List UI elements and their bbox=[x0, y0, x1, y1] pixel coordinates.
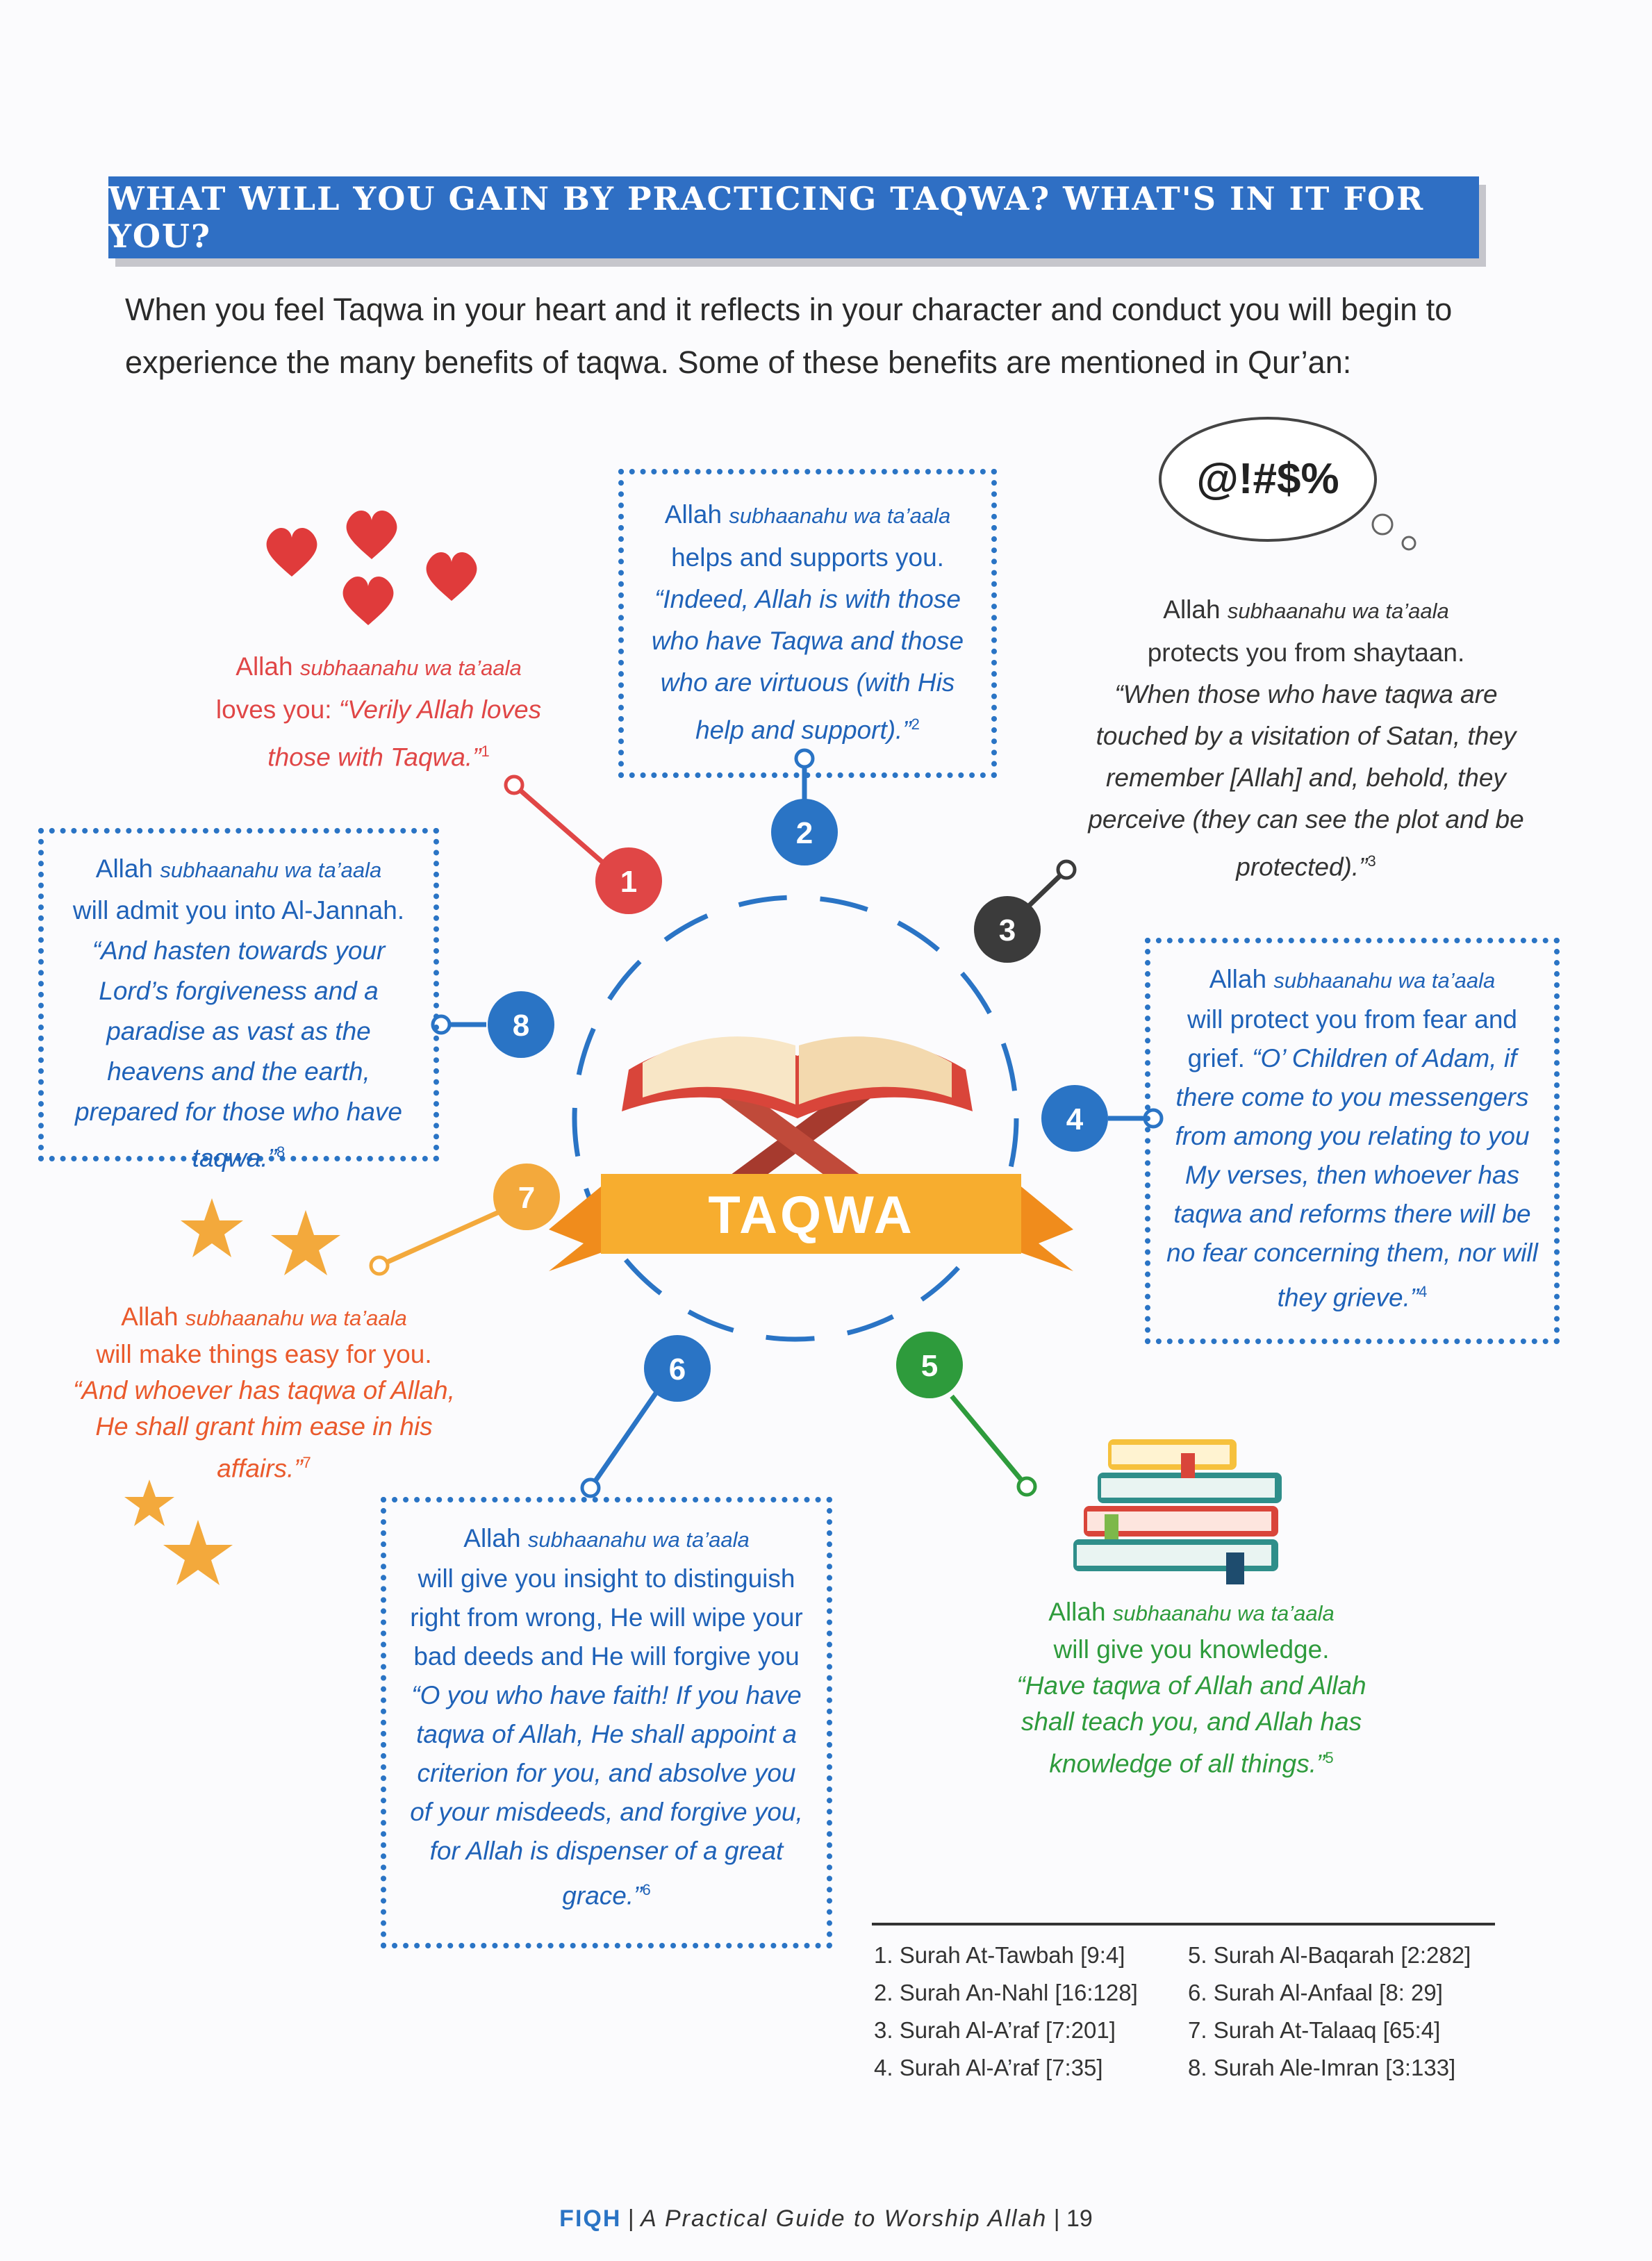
center-ring bbox=[575, 897, 1016, 1339]
benefit-4: Allah subhaanahu wa ta’aala will protect you from fear and grief. “O’ Children of Adam, if there come to you messengers from among you relating to you My verses, then whoever has taqwa and reforms there will be no fear concerning them, nor will they grieve.”$^4$ bbox=[1166, 965, 1538, 1312]
references-col-2 bbox=[1188, 1937, 1494, 2087]
badge-5: 5 bbox=[920, 1349, 939, 1383]
intro-paragraph: When you feel Taqwa in your heart and it reflects in your character and conduct you will begin to experience the many benefits of taqwa. Some of these benefits are mentioned in Qur’an: bbox=[125, 292, 1453, 380]
connector-1 bbox=[514, 785, 608, 867]
benefit-5: Allah subhaanahu wa ta’aala will give you knowledge. “Have taqwa of Allah and Allah shall teach you, and Allah has knowledge of all things.”$^5$ bbox=[1016, 1598, 1366, 1778]
star-icon bbox=[271, 1210, 340, 1275]
books-stack-illustration bbox=[1073, 1439, 1282, 1584]
heart-icon bbox=[427, 552, 477, 601]
badge-2: 2 bbox=[795, 816, 813, 850]
reference-item: 2. Surah An-Nahl [16:128] bbox=[874, 1980, 1138, 2005]
badge-6: 6 bbox=[668, 1352, 686, 1386]
heart-icon bbox=[267, 528, 317, 577]
reference-item: 8. Surah Ale-Imran [3:133] bbox=[1188, 2055, 1456, 2080]
benefit-6: Allah subhaanahu wa ta’aala will give you insight to distinguish right from wrong, He will wipe your bad deeds and He will forgive you “O you who have faith! If you have taqwa of Allah, He shall appoint a criterion for you, and absolve you of your misdeeds, and forgive you, for Allah is dispenser of a great grace.”$^6$ bbox=[410, 1524, 803, 1910]
heart-icon bbox=[347, 511, 397, 559]
star-icon bbox=[163, 1520, 233, 1585]
connector-5 bbox=[952, 1396, 1027, 1486]
benefit-2: Allah subhaanahu wa ta’aala helps and supports you. “Indeed, Allah is with those who have Taqwa and those who are virtuous (with His help and support).”$^2$ bbox=[651, 500, 964, 745]
benefit-2-box bbox=[618, 469, 997, 778]
benefit-3: Allah subhaanahu wa ta’aala protects you from shaytaan. “When those who have taqwa are touched by a visitation of Satan, they remember [Allah] and, behold, they perceive (they can see the plot and be protected).”$^3$ bbox=[1088, 595, 1524, 881]
heart-icon bbox=[343, 577, 394, 625]
benefit-4-box bbox=[1145, 938, 1560, 1344]
reference-item: 4. Surah Al-A’raf [7:35] bbox=[874, 2055, 1103, 2080]
reference-item: 5. Surah Al-Baqarah [2:282] bbox=[1188, 1942, 1471, 1968]
book-stand-illustration bbox=[622, 1036, 973, 1195]
benefit-6-box bbox=[381, 1497, 832, 1948]
benefit-7: Allah subhaanahu wa ta’aala will make things easy for you. “And whoever has taqwa of Allah, He shall grant him ease in his affairs.”$^7$ bbox=[73, 1302, 455, 1483]
badge-7: 7 bbox=[518, 1181, 536, 1215]
section-title: WHAT WILL YOU GAIN BY PRACTICING TAQWA? WHAT'S IN IT FOR YOU? bbox=[108, 180, 1425, 255]
badge-4: 4 bbox=[1066, 1102, 1084, 1136]
reference-item: 7. Surah At-Talaaq [65:4] bbox=[1188, 2017, 1441, 2043]
thought-bubble-text: @!#$% bbox=[1196, 455, 1339, 503]
footer-subtitle: A Practical Guide to Worship Allah bbox=[641, 2205, 1048, 2232]
benefit-8: Allah subhaanahu wa ta’aala will admit you into Al-Jannah. “And hasten towards your Lord’s forgiveness and a paradise as vast as the heavens and the earth, prepared for those who have taqwa.”$^8$ bbox=[72, 854, 405, 1173]
references-col-1 bbox=[874, 1937, 1180, 2087]
star-icon bbox=[181, 1198, 243, 1257]
benefit-8-box bbox=[38, 828, 439, 1173]
badge-3: 3 bbox=[998, 913, 1016, 947]
page-footer: FIQH | A Practical Guide to Worship Allah | 19 bbox=[559, 2205, 1093, 2232]
reference-item: 1. Surah At-Tawbah [9:4] bbox=[874, 1942, 1125, 1968]
reference-item: 3. Surah Al-A’raf [7:201] bbox=[874, 2017, 1116, 2043]
taqwa-label: TAQWA bbox=[708, 1186, 915, 1245]
badge-1: 1 bbox=[620, 865, 638, 899]
page-number: 19 bbox=[1066, 2205, 1093, 2232]
footer-subject: FIQH bbox=[559, 2205, 622, 2232]
reference-item: 6. Surah Al-Anfaal [8: 29] bbox=[1188, 1980, 1443, 2005]
badge-8: 8 bbox=[512, 1009, 530, 1043]
heart-icons bbox=[267, 511, 477, 625]
connector-6 bbox=[590, 1389, 659, 1488]
connector-7 bbox=[379, 1212, 499, 1266]
benefit-1: Allah subhaanahu wa ta’aala loves you: “Verily Allah loves those with Taqwa.”$^1$ bbox=[215, 652, 542, 772]
references-divider bbox=[872, 1923, 1495, 1925]
